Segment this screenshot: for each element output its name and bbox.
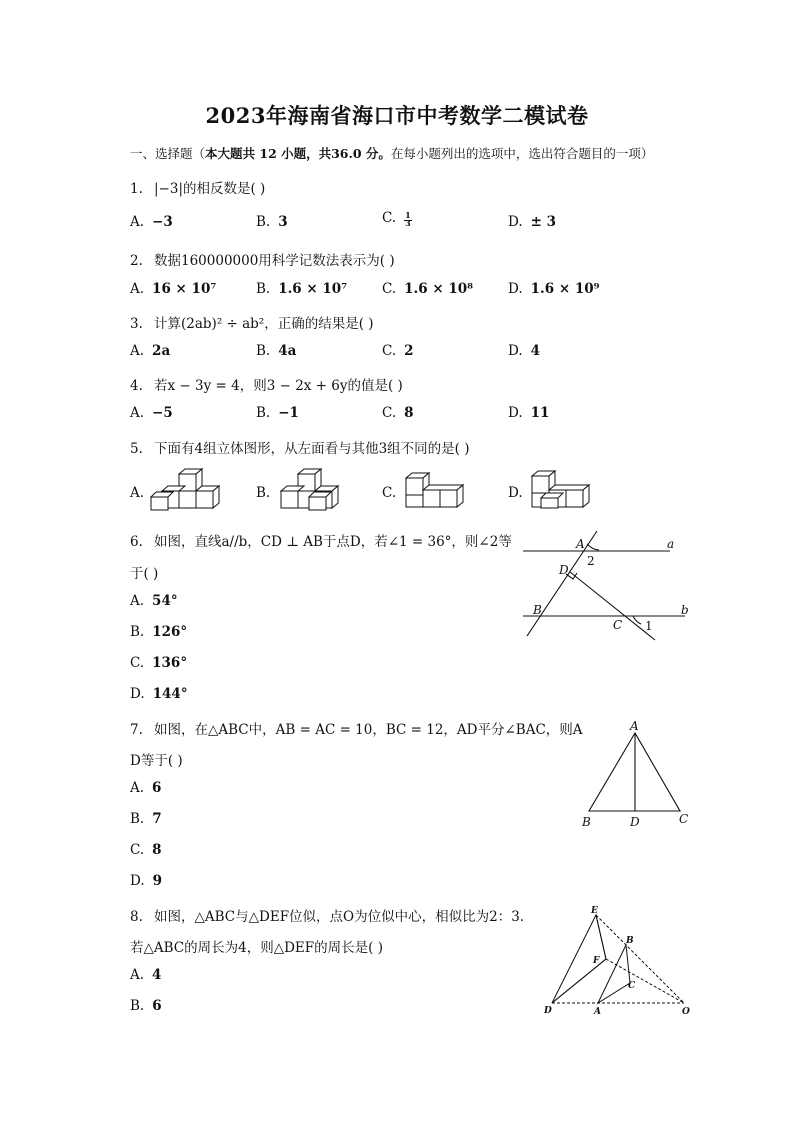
q7-option-c: [130, 842, 162, 858]
option-value: 3: [278, 214, 288, 230]
q5-option-c: [382, 485, 396, 501]
question-number: 3.: [130, 316, 143, 332]
q6-option-b: [130, 624, 187, 640]
label-F: F: [593, 956, 600, 966]
line-ab: [527, 531, 597, 636]
option-label: B.: [130, 998, 145, 1014]
option-label: B.: [256, 405, 271, 421]
q7-option-a: [130, 780, 161, 796]
question-stem: 若x − 3y = 4，则3 − 2x + 6y的值是( ): [154, 378, 403, 394]
question-number: 6.: [130, 534, 143, 550]
ray-eo: [596, 915, 684, 1003]
option-label: C.: [382, 281, 397, 297]
question-stem: |−3|的相反数是( ): [154, 181, 266, 197]
cube-figure-c: [402, 466, 472, 512]
question-6-continued: 于( ): [130, 566, 159, 582]
option-label: C.: [382, 343, 397, 359]
option-label: D.: [508, 343, 523, 359]
q5-option-b: [256, 485, 270, 501]
question-number: 2.: [130, 253, 143, 269]
question-3: [130, 312, 374, 332]
q4-option-b: [256, 405, 299, 421]
label-C: C: [679, 812, 689, 826]
q4-option-a: [130, 405, 173, 421]
option-value: 126°: [152, 624, 188, 640]
label-C: C: [628, 981, 636, 991]
q5-option-a: [130, 485, 144, 501]
option-label: B.: [256, 343, 271, 359]
question-stem: 数据160000000用科学记数法表示为( ): [154, 253, 395, 269]
q2-option-d: [508, 281, 600, 297]
option-label: C.: [130, 842, 145, 858]
option-value: ± 3: [530, 214, 557, 230]
label-a: a: [667, 537, 675, 551]
question-number: 8.: [130, 909, 143, 925]
question-stem-line1: 如图，直线a//b，CD ⊥ AB于点D，若∠1 = 36°，则∠2等: [154, 534, 512, 550]
option-value: −5: [152, 405, 173, 421]
question-stem-line1: 如图，在△ABC中，AB = AC = 10，BC = 12，AD平分∠BAC，则A: [154, 722, 583, 738]
option-label: B.: [256, 485, 271, 501]
question-7: [130, 718, 583, 738]
label-D: D: [630, 815, 640, 829]
option-label: B.: [256, 214, 271, 230]
option-value: 54°: [152, 593, 178, 609]
label-angle-1: 1: [645, 619, 653, 633]
option-label: C.: [382, 485, 397, 501]
label-B: B: [582, 815, 591, 829]
label-A: A: [630, 719, 639, 733]
label-b: b: [681, 603, 689, 617]
q8-option-b: [130, 998, 162, 1014]
option-label: A.: [130, 214, 145, 230]
cube-figure-d: [528, 466, 598, 512]
option-label: A.: [130, 485, 145, 501]
q4-option-c: [382, 405, 414, 421]
angle-2-arc: [587, 544, 599, 550]
option-label: A.: [130, 967, 145, 983]
question-2: [130, 249, 395, 269]
option-label: D.: [508, 214, 523, 230]
q7-option-d: [130, 873, 162, 889]
label-angle-2: 2: [587, 554, 595, 568]
option-value: 1.6 × 10⁷: [278, 281, 348, 297]
option-value: 4: [152, 967, 162, 983]
option-value: −1: [278, 405, 299, 421]
q8-option-a: [130, 967, 161, 983]
q8-homothety-figure: [538, 903, 698, 1021]
section-suffix: 在每小题列出的选项中，选出符合题目的一项）: [390, 146, 654, 161]
question-6: [130, 530, 512, 550]
option-value: 136°: [152, 655, 188, 671]
label-D: D: [544, 1006, 552, 1016]
q4-option-d: [508, 405, 549, 421]
q2-option-a: [130, 281, 216, 297]
option-label: A.: [130, 343, 145, 359]
q3-option-c: [382, 343, 414, 359]
question-5: [130, 437, 470, 457]
option-value: 1.6 × 10⁸: [404, 281, 474, 297]
option-label: A.: [130, 281, 145, 297]
question-stem: 计算(2ab)² ÷ ab²，正确的结果是( ): [154, 316, 374, 332]
triangle-abc: [598, 945, 630, 1003]
option-label: C.: [382, 210, 397, 226]
q1-option-c: [382, 210, 412, 227]
option-value: 2a: [152, 343, 171, 359]
segment-ef: [596, 915, 606, 959]
option-value: 144°: [152, 686, 188, 702]
label-D: D: [559, 563, 569, 577]
question-number: 1.: [130, 181, 143, 197]
question-8: [130, 905, 524, 925]
question-1: [130, 177, 265, 197]
q3-option-b: [256, 343, 296, 359]
label-E: E: [591, 906, 598, 916]
question-number: 7.: [130, 722, 143, 738]
q2-option-c: [382, 281, 473, 297]
option-value: 8: [152, 842, 162, 858]
label-O: O: [682, 1007, 690, 1017]
q6-geometry-figure: [515, 528, 695, 646]
q1-option-b: [256, 214, 288, 230]
question-4: [130, 374, 403, 394]
question-stem-line1: 如图，△ABC与△DEF位似，点O为位似中心，相似比为2：3.: [154, 909, 525, 925]
option-value: 8: [404, 405, 414, 421]
label-B: B: [626, 936, 634, 946]
q1-option-a: [130, 214, 173, 230]
label-B: B: [533, 603, 542, 617]
label-A: A: [594, 1007, 601, 1017]
option-label: B.: [256, 281, 271, 297]
cube-figure-b: [276, 466, 346, 512]
option-label: C.: [382, 405, 397, 421]
option-value: 6: [152, 998, 162, 1014]
section-heading: [130, 144, 653, 162]
question-7-continued: D等于( ): [130, 753, 183, 769]
section-bold: 本大题共 12 小题，共36.0 分。: [205, 146, 391, 161]
q6-option-d: [130, 686, 188, 702]
option-label: D.: [508, 485, 523, 501]
option-value: 1.6 × 10⁹: [530, 281, 600, 297]
question-number: 5.: [130, 441, 143, 457]
option-label: A.: [130, 405, 145, 421]
option-value: 4a: [278, 343, 297, 359]
label-A: A: [576, 537, 585, 551]
fraction: [404, 211, 412, 227]
label-C: C: [613, 618, 623, 632]
fraction-denominator: 3: [405, 217, 411, 228]
q1-option-d: [508, 214, 556, 230]
q5-option-d: [508, 485, 523, 501]
option-label: D.: [508, 281, 523, 297]
q6-option-c: [130, 655, 187, 671]
q2-option-b: [256, 281, 347, 297]
q3-option-d: [508, 343, 540, 359]
option-value: 11: [530, 405, 550, 421]
option-value: 2: [404, 343, 414, 359]
option-value: 7: [152, 811, 162, 827]
option-value: 16 × 10⁷: [152, 281, 217, 297]
question-number: 4.: [130, 378, 143, 394]
section-prefix: 一、选择题（: [130, 146, 206, 161]
question-stem: 下面有4组立体图形，从左面看与其他3组不同的是( ): [154, 441, 470, 457]
option-value: −3: [152, 214, 173, 230]
ray-fo: [606, 959, 684, 1003]
exam-title: 2023年海南省海口市中考数学二模试卷: [205, 103, 589, 128]
q7-triangle-figure: [575, 718, 695, 833]
option-label: D.: [508, 405, 523, 421]
cube-figure-a: [150, 466, 220, 512]
q3-option-a: [130, 343, 170, 359]
question-8-continued: 若△ABC的周长为4，则△DEF的周长是( ): [130, 940, 383, 956]
q6-option-a: [130, 593, 178, 609]
fraction-numerator: 1: [405, 209, 411, 220]
option-label: D.: [130, 873, 145, 889]
option-value: 9: [152, 873, 163, 889]
option-value: 4: [530, 343, 541, 359]
option-label: A.: [130, 780, 145, 796]
option-label: B.: [130, 624, 145, 640]
q7-option-b: [130, 811, 162, 827]
option-label: A.: [130, 593, 145, 609]
option-value: 6: [152, 780, 162, 796]
option-label: C.: [130, 655, 145, 671]
option-label: D.: [130, 686, 145, 702]
option-label: B.: [130, 811, 145, 827]
